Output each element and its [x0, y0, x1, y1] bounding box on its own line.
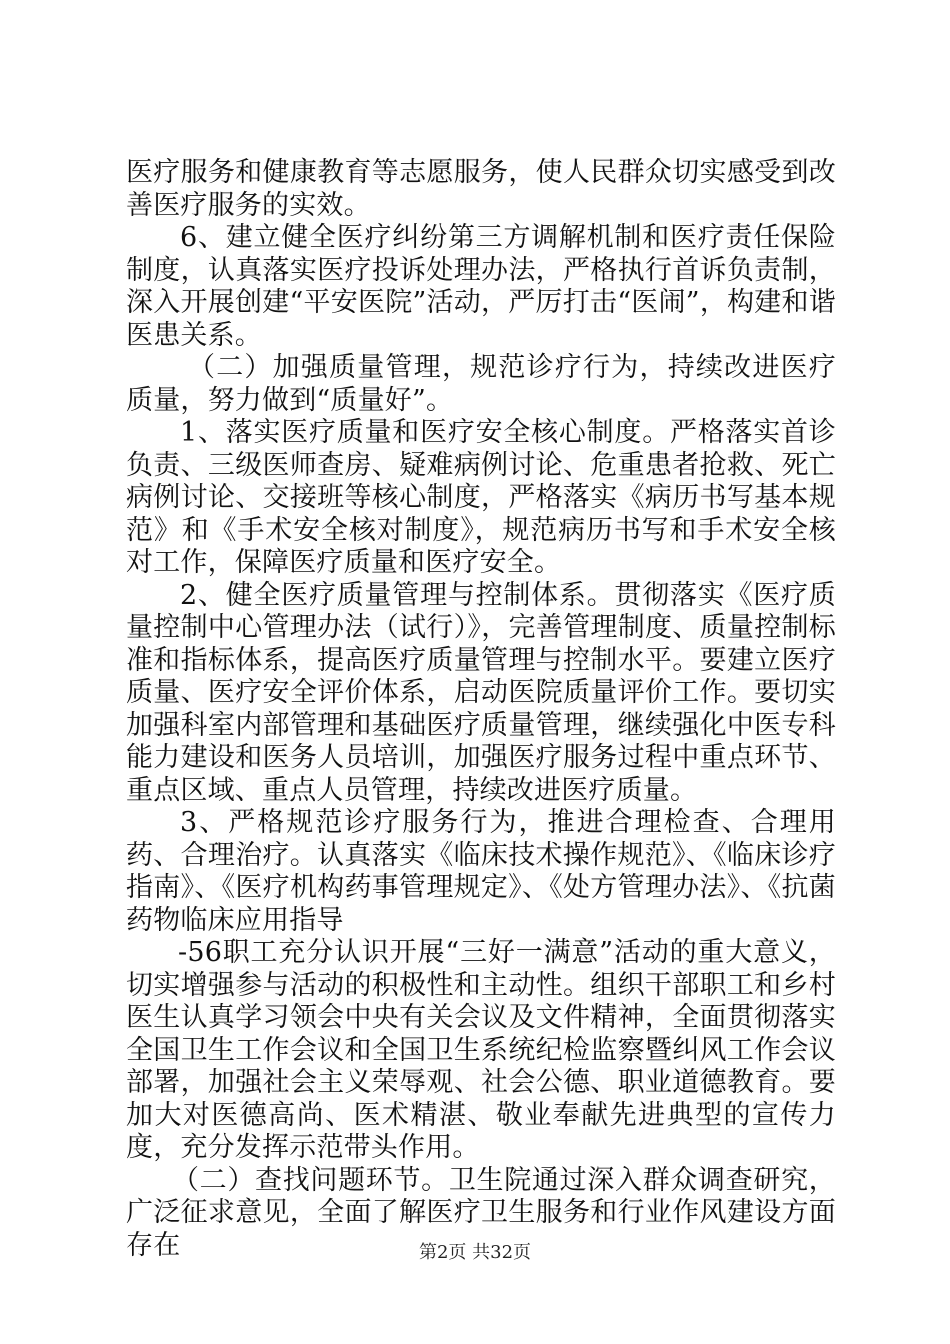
- page-footer: 第2页 共32页: [418, 1242, 532, 1263]
- paragraph-4: 1、落实医疗质量和医疗安全核心制度。严格落实首诊负责、三级医师查房、疑难病例讨论、危重患者抢救、死亡病例讨论、交接班等核心制度，严格落实《病历书写基本规范》和《手术安全核对制度》，规范病历书写和手术安全核对工作，保障医疗质量和医疗安全。: [126, 417, 836, 578]
- paragraph-2: 6、建立健全医疗纠纷第三方调解机制和医疗责任保险制度，认真落实医疗投诉处理办法，严格执行首诉负责制，深入开展创建“平安医院”活动，严厉打击“医闹”，构建和谐医患关系。: [126, 222, 836, 351]
- document-body: [126, 157, 836, 1262]
- paragraph-5: 2、健全医疗质量管理与控制体系。贯彻落实《医疗质量控制中心管理办法（试行）》，完善管理制度、质量控制标准和指标体系，提高医疗质量管理与控制水平。要建立医疗质量、医疗安全评价体系，启动医院质量评价工作。要切实加强科室内部管理和基础医疗质量管理，继续强化中医专科能力建设和医务人员培训，加强医疗服务过程中重点环节、重点区域、重点人员管理，持续改进医疗质量。: [126, 579, 836, 806]
- paragraph-1: 医疗服务和健康教育等志愿服务，使人民群众切实感受到改善医疗服务的实效。: [126, 157, 836, 221]
- paragraph-6: 3、严格规范诊疗服务行为，推进合理检查、合理用药、合理治疗。认真落实《临床技术操作规范》、《临床诊疗指南》、《医疗机构药事管理规定》、《处方管理办法》、《抗菌药物临床应用指导: [126, 807, 836, 936]
- paragraph-8: （二）查找问题环节。卫生院通过深入群众调查研究，广泛征求意见，全面了解医疗卫生服务和行业作风建设方面存在: [126, 1164, 836, 1261]
- paragraph-3: （二）加强质量管理，规范诊疗行为，持续改进医疗质量，努力做到“质量好”。: [126, 352, 836, 416]
- paragraph-7: -56职工充分认识开展“三好一满意”活动的重大意义，切实增强参与活动的积极性和主动性。组织干部职工和乡村医生认真学习领会中央有关会议及文件精神，全面贯彻落实全国卫生工作会议和全国卫生系统纪检监察暨纠风工作会议部署，加强社会主义荣辱观、社会公德、职业道德教育。要加大对医德高尚、医术精湛、敬业奉献先进典型的宣传力度，充分发挥示范带头作用。: [126, 937, 836, 1163]
